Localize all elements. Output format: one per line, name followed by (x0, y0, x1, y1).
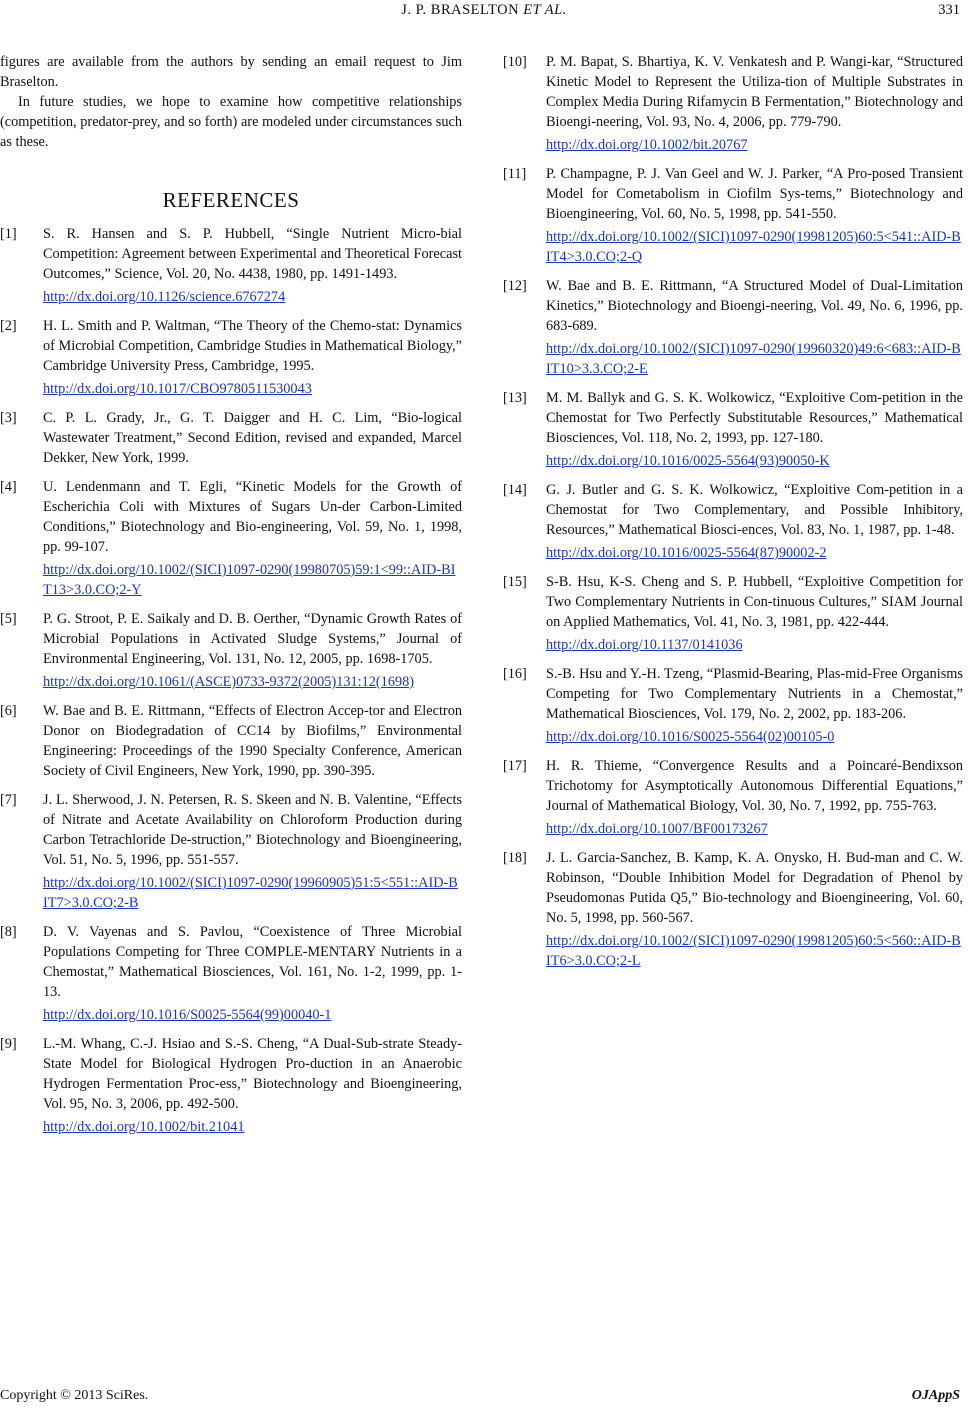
references-heading: REFERENCES (162, 188, 300, 212)
reference-item (503, 164, 963, 267)
copyright-notice: Copyright © 2013 SciRes. (0, 1388, 149, 1403)
reference-link[interactable]: http://dx.doi.org/10.1002/bit.20767 (546, 137, 748, 153)
reference-item (0, 477, 462, 600)
reference-text: S. R. Hansen and S. P. Hubbell, “Single Nutrient Micro-bial Competition: Agreement between Experimental and Theoretical Forecast Outcomes,” Science, Vol. 20, No. 4438, 1980, pp. 1491-1493. (43, 226, 462, 282)
reference-number: [7] (0, 792, 17, 808)
reference-text: U. Lendenmann and T. Egli, “Kinetic Models for the Growth of Escherichia Coli with Mixtures of Sugars Un-der Carbon-Limited Conditions,” Biotechnology and Bio-engineering, Vol. 59, No. 1, 1998, pp. 99-107. (43, 479, 462, 555)
reference-number: [4] (0, 479, 17, 495)
left-column (0, 52, 462, 1146)
reference-link[interactable]: http://dx.doi.org/10.1061/(ASCE)0733-9372(2005)131:12(1698) (43, 674, 415, 690)
reference-number: [18] (503, 850, 527, 866)
reference-item (0, 609, 462, 692)
reference-link[interactable]: http://dx.doi.org/10.1002/(SICI)1097-0290(19960320)49:6<683::AID-BIT10>3.3.CO;2-E (546, 341, 961, 377)
journal-abbrev: OJAppS (911, 1388, 960, 1403)
reference-item (503, 388, 963, 471)
reference-item (0, 316, 462, 399)
reference-link[interactable]: http://dx.doi.org/10.1016/S0025-5564(02)00105-0 (546, 729, 835, 745)
reference-text: L.-M. Whang, C.-J. Hsiao and S.-S. Cheng, “A Dual-Sub-strate Steady-State Model for Biological Hydrogen Pro-duction in an Anaerobic Hydrogen Fermentation Proc-ess,” Biotechnology and Bioengineering, Vol. 95, No. 3, 2006, pp. 492-500. (43, 1036, 462, 1112)
reference-item (503, 848, 963, 971)
reference-item (503, 52, 963, 155)
running-title-authors: J. P. BRASELTON (401, 2, 520, 18)
reference-link[interactable]: http://dx.doi.org/10.1002/bit.21041 (43, 1119, 245, 1135)
reference-text: J. L. Sherwood, J. N. Petersen, R. S. Skeen and N. B. Valentine, “Effects of Nitrate and Acetate Availability on Chloroform Production during Carbon Tetrachloride De-struction,” Biotechnology and Bioengineering, Vol. 51, No. 5, 1996, pp. 551-557. (43, 792, 462, 868)
reference-text: P. G. Stroot, P. E. Saikaly and D. B. Oerther, “Dynamic Growth Rates of Microbial Populations in Activated Sludge Systems,” Journal of Environmental Engineering, Vol. 131, No. 12, 2005, pp. 1698-1705. (43, 611, 462, 667)
reference-item (503, 572, 963, 655)
running-title (0, 2, 968, 19)
intro-paragraph-1: figures are available from the authors by sending an email request to Jim Braselton. (0, 54, 462, 90)
reference-link[interactable]: http://dx.doi.org/10.1002/(SICI)1097-0290(19981205)60:5<560::AID-BIT6>3.0.CO;2-L (546, 933, 961, 969)
reference-text: P. Champagne, P. J. Van Geel and W. J. Parker, “A Pro-posed Transient Model for Cometabolism in Ciofilm Sys-tems,” Biotechnology and Bioengineering, Vol. 60, No. 5, 1998, pp. 541-550. (546, 166, 963, 222)
reference-number: [6] (0, 703, 17, 719)
reference-link[interactable]: http://dx.doi.org/10.1016/0025-5564(87)90002-2 (546, 545, 827, 561)
reference-item (0, 1034, 462, 1137)
reference-link[interactable]: http://dx.doi.org/10.1017/CBO9780511530043 (43, 381, 312, 397)
reference-link[interactable]: http://dx.doi.org/10.1016/S0025-5564(99)00040-1 (43, 1007, 332, 1023)
reference-number: [3] (0, 410, 17, 426)
reference-item (503, 480, 963, 563)
reference-text: M. M. Ballyk and G. S. K. Wolkowicz, “Exploitive Com-petition in the Chemostat for Two Perfectly Substitutable Resources,” Mathematical Biosciences, Vol. 118, No. 2, 1993, pp. 127-180. (546, 390, 963, 446)
reference-item (0, 224, 462, 307)
reference-number: [5] (0, 611, 17, 627)
reference-text: P. M. Bapat, S. Bhartiya, K. V. Venkatesh and P. Wangi-kar, “Structured Kinetic Model to Represent the Utiliza-tion of Multiple Substrates in Complex Media During Rifamycin B Fermentation,” Biotechnology and Bioengi-neering, Vol. 93, No. 4, 2006, pp. 779-790. (546, 54, 963, 130)
reference-link[interactable]: http://dx.doi.org/10.1126/science.6767274 (43, 289, 286, 305)
right-column (503, 52, 963, 980)
reference-item (0, 408, 462, 468)
reference-text: S-B. Hsu, K-S. Cheng and S. P. Hubbell, “Exploitive Competition for Two Complementary Nutrients in Con-tinuous Cultures,” SIAM Journal on Applied Mathematics, Vol. 41, No. 3, 1981, pp. 422-444. (546, 574, 963, 630)
reference-item (0, 922, 462, 1025)
reference-number: [15] (503, 574, 527, 590)
reference-text: G. J. Butler and G. S. K. Wolkowicz, “Exploitive Com-petition in a Chemostat for Two Complementary, and Possible Inhibitory, Resources,” Mathematical Biosci-ences, Vol. 83, No. 1, 1987, pp. 1-48. (546, 482, 963, 538)
page-header (0, 2, 968, 24)
reference-link[interactable]: http://dx.doi.org/10.1002/(SICI)1097-0290(19960905)51:5<551::AID-BIT7>3.0.CO;2-B (43, 875, 458, 911)
reference-text: W. Bae and B. E. Rittmann, “A Structured Model of Dual-Limitation Kinetics,” Biotechnology and Bioengi-neering, Vol. 49, No. 6, 1996, pp. 683-689. (546, 278, 963, 334)
reference-number: [9] (0, 1036, 17, 1052)
reference-number: [1] (0, 226, 17, 242)
reference-item (503, 276, 963, 379)
reference-text: J. L. Garcia-Sanchez, B. Kamp, K. A. Onysko, H. Bud-man and C. W. Robinson, “Double Inhibition Model for Degradation of Phenol by Pseudomonas Putida Q5,” Bio-technology and Bioengineering, Vol. 60, No. 5, 1998, pp. 560-567. (546, 850, 963, 926)
reference-number: [12] (503, 278, 527, 294)
reference-text: H. R. Thieme, “Convergence Results and a Poincaré-Bendixson Trichotomy for Asymptotically Autonomous Differential Equations,” Journal of Mathematical Biology, Vol. 30, No. 7, 1992, pp. 755-763. (546, 758, 963, 814)
reference-item (503, 664, 963, 747)
reference-number: [11] (503, 166, 527, 182)
intro-paragraph-2: In future studies, we hope to examine how competitive relationships (competition, predator-prey, and so forth) are modeled under circumstances such as these. (0, 94, 462, 150)
reference-item (0, 701, 462, 781)
reference-link[interactable]: http://dx.doi.org/10.1002/(SICI)1097-0290(19980705)59:1<99::AID-BIT13>3.0.CO;2-Y (43, 562, 456, 598)
page-number: 331 (938, 2, 960, 18)
reference-text: C. P. L. Grady, Jr., G. T. Daigger and H. C. Lim, “Bio-logical Wastewater Treatment,” Second Edition, revised and expanded, Marcel Dekker, New York, 1999. (43, 410, 462, 466)
reference-number: [14] (503, 482, 527, 498)
reference-number: [8] (0, 924, 17, 940)
reference-number: [17] (503, 758, 527, 774)
reference-text: H. L. Smith and P. Waltman, “The Theory of the Chemo-stat: Dynamics of Microbial Competition, Cambridge Studies in Mathematical Biology,” Cambridge University Press, Cambridge, 1995. (43, 318, 462, 374)
reference-item (503, 756, 963, 839)
reference-item (0, 790, 462, 913)
reference-text: W. Bae and B. E. Rittmann, “Effects of Electron Accep-tor and Electron Donor on Biodegradation of CC14 by Biofilms,” Environmental Engineering: Proceedings of the 1990 Specialty Conference, American Society of Civil Engineers, New York, 1990, pp. 390-395. (43, 703, 462, 779)
running-title-etal: ET AL. (523, 2, 567, 18)
reference-text: D. V. Vayenas and S. Pavlou, “Coexistence of Three Microbial Populations Competing for Three COMPLE-MENTARY Nutrients in a Chemostat,” Mathematical Biosciences, Vol. 161, No. 1-2, 1999, pp. 1-13. (43, 924, 462, 1000)
reference-number: [16] (503, 666, 527, 682)
reference-number: [10] (503, 54, 527, 70)
reference-link[interactable]: http://dx.doi.org/10.1137/0141036 (546, 637, 743, 653)
reference-number: [13] (503, 390, 527, 406)
reference-number: [2] (0, 318, 17, 334)
reference-link[interactable]: http://dx.doi.org/10.1002/(SICI)1097-0290(19981205)60:5<541::AID-BIT4>3.0.CO;2-Q (546, 229, 961, 265)
reference-link[interactable]: http://dx.doi.org/10.1007/BF00173267 (546, 821, 768, 837)
reference-text: S.-B. Hsu and Y.-H. Tzeng, “Plasmid-Bearing, Plas-mid-Free Organisms Competing for Two Complementary Nutrients in a Chemostat,” Mathematical Biosciences, Vol. 179, No. 2, 2002, pp. 183-206. (546, 666, 963, 722)
reference-link[interactable]: http://dx.doi.org/10.1016/0025-5564(93)90050-K (546, 453, 830, 469)
